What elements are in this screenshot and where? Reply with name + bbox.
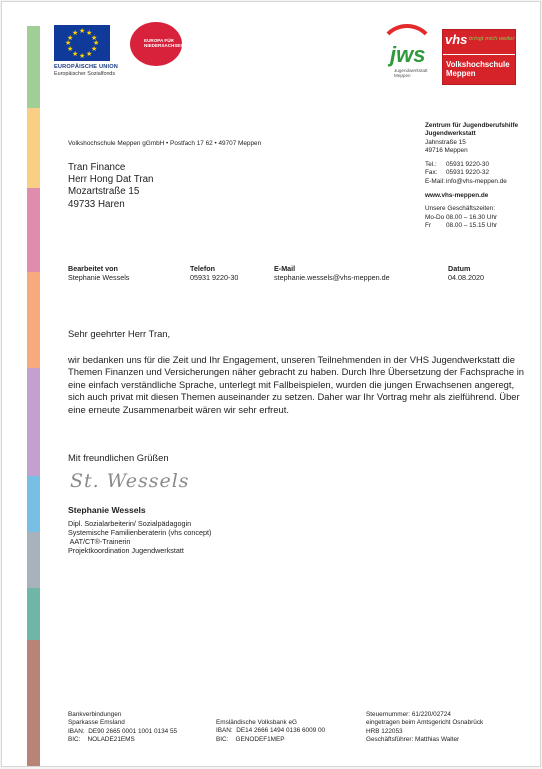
color-stripe-green bbox=[27, 26, 40, 108]
footer-tax: Steuernummer: 61/220/02724 bbox=[366, 711, 451, 718]
vhs-name bbox=[446, 60, 510, 78]
hours2-days: Fr bbox=[425, 221, 432, 229]
signer-name bbox=[68, 505, 146, 516]
tel-label: Tel.: bbox=[425, 161, 437, 169]
meta-processed-header: Bearbeitet von bbox=[68, 264, 118, 273]
signer-title4: Projektkoordination Jugendwerkstatt bbox=[68, 546, 184, 555]
office-website[interactable]: www.vhs-meppen.de bbox=[425, 192, 489, 200]
office-city: 49716 Meppen bbox=[425, 146, 468, 154]
eu-logo-text: EUROPÄISCHE UNION bbox=[54, 64, 119, 70]
jws-logo-subtext bbox=[394, 68, 427, 79]
handwritten-signature: St. Wessels bbox=[70, 470, 190, 492]
footer-bank2-name: Emsländische Volksbank eG bbox=[216, 719, 297, 726]
vhs-divider bbox=[443, 54, 515, 55]
footer-bank1-bic: BIC: NOLADE21EMS bbox=[68, 735, 135, 743]
email-label: E-Mail: bbox=[425, 177, 445, 185]
vhs-logo bbox=[442, 29, 516, 85]
signer-title1: Dipl. Sozialarbeiterin/ Sozialpädagogin bbox=[68, 519, 192, 528]
footer-bank1-iban: IBAN: DE90 2665 0001 1001 0134 55 bbox=[68, 727, 178, 735]
office-email[interactable]: info@vhs-meppen.de bbox=[446, 177, 507, 185]
footer-manager: Geschäftsführer: Matthias Walter bbox=[366, 735, 460, 743]
signer-name-text: Stephanie Wessels bbox=[68, 505, 146, 515]
sender-line: Volkshochschule Meppen gGmbH • Postfach 17 62 • 49707 Meppen bbox=[68, 140, 262, 147]
meta-email bbox=[274, 264, 390, 282]
vhs-slogan: bringt mich weiter bbox=[469, 36, 515, 42]
meta-processed bbox=[68, 264, 129, 282]
nds-line2: NIEDERSACHSEN bbox=[144, 43, 184, 49]
eu-logo-subtext: Europäischer Sozialfonds bbox=[54, 71, 116, 77]
office-line1: Zentrum für Jugendberufshilfe bbox=[425, 122, 519, 129]
closing: Mit freundlichen Grüßen bbox=[68, 452, 169, 463]
footer-hrb: HRB 122053 bbox=[366, 727, 403, 735]
meta-date-value: 04.08.2020 bbox=[448, 273, 484, 282]
recipient-city: 49733 Haren bbox=[68, 198, 125, 210]
footer-bank1-name: Sparkasse Emsland bbox=[68, 719, 125, 727]
hours1-time: 08.00 – 16.30 Uhr bbox=[446, 213, 498, 221]
meta-processed-value: Stephanie Wessels bbox=[68, 273, 130, 282]
recipient-name: Herr Hong Dat Tran bbox=[68, 174, 154, 186]
color-stripe-teal bbox=[27, 588, 40, 640]
meta-phone-header: Telefon bbox=[190, 264, 216, 273]
fax-label: Fax: bbox=[425, 169, 438, 177]
jws-logo-text: jws bbox=[390, 42, 426, 67]
recipient-address bbox=[68, 162, 153, 211]
office-line2: Jugendwerkstatt bbox=[425, 130, 476, 138]
recipient-street: Mozartstraße 15 bbox=[68, 186, 140, 198]
recipient-company: Tran Finance bbox=[68, 162, 126, 173]
jws-sub2: Meppen bbox=[394, 73, 411, 79]
meta-email-header: E-Mail bbox=[274, 264, 296, 273]
niedersachsen-logo-text bbox=[144, 38, 184, 49]
vhs-name2: Meppen bbox=[446, 69, 476, 79]
footer-bank2 bbox=[216, 719, 325, 744]
vhs-name1: Volkshochschule bbox=[446, 60, 510, 69]
vhs-logo-text: vhs bbox=[445, 32, 468, 47]
meta-date-header: Datum bbox=[448, 264, 471, 273]
footer-bank-title: Bankverbindungen bbox=[68, 711, 122, 718]
letter-body: wir bedanken uns für die Zeit und Ihr Engagement, unseren Teilnehmenden in der VHS Jugendwerkstatt die Themen Finanzen und Versicherungen näher gebracht zu haben. Durch Ihre Übersetzung der Fachsprache in eine einfach verständliche Sprache, unterlegt mit Fallbeispielen, wurden die jungen Erwachsenen angeregt, sich auch privat mit diesen Themen auseinander zu setzen. Daher war Ihr Vortrag mehr als zielführend. Über eine erneute Zusammenarbeit wären wir sehr erfreut. bbox=[68, 354, 525, 415]
color-stripe-gray bbox=[27, 532, 40, 588]
signer-title2: Systemische Familienberaterin (vhs concept) bbox=[68, 528, 212, 537]
meta-phone bbox=[190, 264, 238, 282]
footer-register: eingetragen beim Amtsgericht Osnabrück bbox=[366, 719, 484, 727]
office-fax: 05931 9220-32 bbox=[446, 169, 489, 177]
color-stripe-yellow bbox=[27, 108, 40, 188]
jugendwerkstatt-logo bbox=[378, 24, 438, 86]
nds-line1: EUROPA FÜR bbox=[144, 38, 174, 43]
eu-flag-logo: ★ ★ ★ ★ ★ ★ ★ ★ ★ ★ ★ ★ bbox=[54, 25, 110, 61]
color-stripe-purple bbox=[27, 368, 40, 476]
color-stripe-pink bbox=[27, 188, 40, 272]
hours2-time: 08.00 – 15.15 Uhr bbox=[446, 221, 498, 229]
footer-bank2-iban: IBAN: DE14 2666 1494 0136 6009 00 bbox=[216, 727, 326, 735]
meta-email-value[interactable]: stephanie.wessels@vhs-meppen.de bbox=[274, 273, 390, 282]
jws-sub1: Jugendwerkstatt bbox=[394, 68, 428, 73]
meta-phone-value: 05931 9220-30 bbox=[190, 273, 239, 282]
hours1-days: Mo-Do bbox=[425, 213, 445, 221]
footer-bank2-bic: BIC: GENODEF1MEP bbox=[216, 735, 285, 743]
signer-title3: AAT/CT®-Trainerin bbox=[68, 537, 131, 546]
office-street: Jahnstraße 15 bbox=[425, 138, 466, 146]
hours-title: Unsere Geschäftszeiten: bbox=[425, 205, 495, 213]
salutation: Sehr geehrter Herr Tran, bbox=[68, 328, 171, 339]
color-stripe-brown bbox=[27, 640, 40, 767]
office-tel: 05931 9220-30 bbox=[446, 161, 489, 169]
footer-company bbox=[366, 711, 483, 744]
letter-page bbox=[1, 1, 541, 767]
color-stripe-orange bbox=[27, 272, 40, 368]
footer-bank1 bbox=[68, 711, 177, 744]
meta-date bbox=[448, 264, 484, 282]
signer-titles bbox=[68, 519, 211, 555]
color-stripe-blue bbox=[27, 476, 40, 532]
office-info bbox=[425, 122, 537, 230]
